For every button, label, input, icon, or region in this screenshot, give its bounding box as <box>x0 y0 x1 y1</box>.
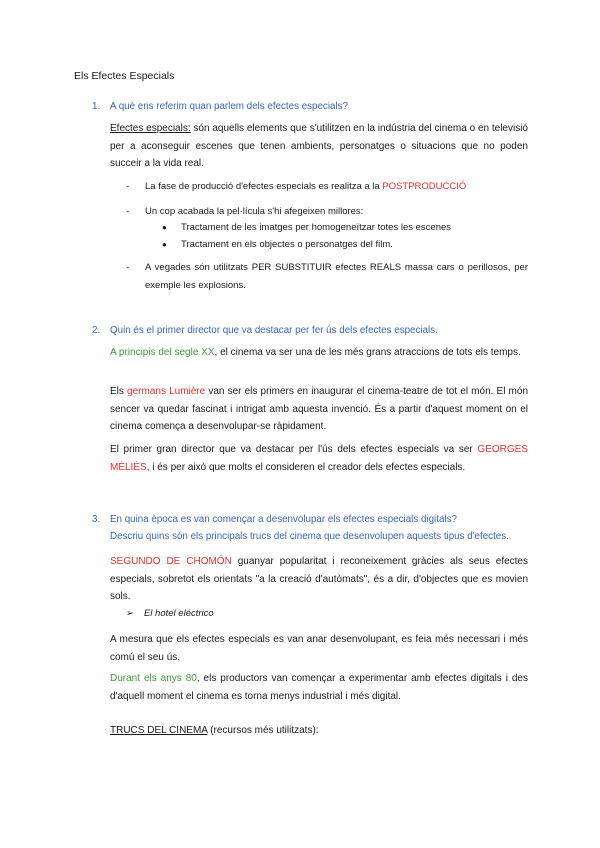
melies-highlight: GEORGES MÉLIÈS <box>110 444 528 473</box>
question-3 <box>92 514 457 525</box>
early-century-highlight: A principis del segle XX <box>110 347 215 358</box>
substitute-text: A vegades són utilitzats PER SUBSTITUIR efectes REALS massa cars o perillosos, per exemple les explosions. <box>145 262 528 291</box>
definition-term: Efectes especials: <box>110 123 191 134</box>
postproduction-text: La fase de producció d'efectes especials es realitza a la <box>145 181 383 192</box>
question-2 <box>92 325 438 336</box>
question-3-number: 3. <box>92 514 101 525</box>
tricks-heading <box>110 722 319 740</box>
paragraph-lumiere <box>110 383 528 436</box>
question-3-detail: Descriu quins són els principals trucs del cinema que desenvolupen aquests tipus d'efectes. <box>110 531 509 542</box>
postproduction-highlight: POSTPRODUCCIÓ <box>382 181 467 192</box>
eighties-highlight: Durant els anys 80 <box>110 673 197 684</box>
sub-item-images <box>162 219 522 236</box>
chomon-text: guanyar popularitat i reconeixement gràcies als seus efectes especials, sobretot els orientats "a la creació d'autòmats", és a dir, d'objectes que es movien sols. <box>110 556 528 602</box>
definition-paragraph <box>110 120 528 173</box>
question-1 <box>92 101 348 112</box>
arrow-icon: ➢ <box>126 608 134 619</box>
lumiere-highlight: germans Lumière <box>127 386 206 397</box>
sub-item-images-text: Tractament de les imatges per homogeneïtzar totes les escenes <box>181 222 452 233</box>
question-2-text: Quin és el primer director que va destacar per fer ús dels efectes especials. <box>110 325 438 336</box>
question-3-text: En quina època es van començar a desenvolupar els efectes especials digitals? <box>110 514 457 525</box>
film-title: El hotel eléctrico <box>143 608 214 619</box>
lumiere-start: Els <box>110 386 128 397</box>
bullet-marker: ● <box>162 223 167 232</box>
paragraph-eighties <box>110 670 528 705</box>
tricks-label: TRUCS DEL CINEMA <box>110 725 208 736</box>
eighties-text: , els productors van començar a experimentar amb efectes digitals i des d'aquell moment el cinema es torna menys industrial i més digital. <box>110 673 528 702</box>
paragraph-development: A mesura que els efectes especials es van anar desenvolupant, es feia més necessari i més comú el seu ús. <box>110 634 528 663</box>
paragraph-early-cinema <box>110 344 528 362</box>
film-item <box>126 605 214 622</box>
list-item-postproduction <box>126 178 526 195</box>
chomon-highlight: SEGUNDO DE CHOMÓN <box>110 556 232 567</box>
dash-marker: - <box>126 262 130 273</box>
list-item-improvements <box>126 203 526 220</box>
question-2-number: 2. <box>92 325 101 336</box>
question-1-number: 1. <box>92 101 101 112</box>
definition-text: són aquells elements que s'utilitzen en la indústria del cinema o en televisió per a aconseguir escenes que tenen ambients, personatges o situacions que no poden succeir a la vida real. <box>110 123 528 169</box>
document-title: Els Efectes Especials <box>74 70 175 82</box>
dash-marker: - <box>126 206 130 217</box>
tricks-rest: (recursos més utilitzats): <box>207 725 319 736</box>
melies-start: El primer gran director que va destacar per l'ús dels efectes especials va ser <box>110 444 478 455</box>
lumiere-text: van ser els primers en inaugurar el cinema-teatre de tot el món. El món sencer va quedar fascinat i intrigat amb aquesta invenció. És a partir d'aquest moment on el cinema comença a desenvolupar-se ràpidament. <box>110 386 529 432</box>
bullet-marker: ● <box>162 240 167 249</box>
melies-text: , i és per això que molts el consideren el creador dels efectes especials. <box>146 461 466 473</box>
dash-marker: - <box>126 181 130 192</box>
paragraph-chomon <box>110 553 528 606</box>
sub-item-objects <box>162 236 522 253</box>
paragraph-melies <box>110 441 528 476</box>
improvements-text: Un cop acabada la pel·lícula s'hi afegeixen millores: <box>145 206 364 217</box>
sub-item-objects-text: Tractament en els objectes o personatges del film. <box>181 239 393 250</box>
list-item-substitute <box>126 259 528 295</box>
question-1-text: A què ens referim quan parlem dels efectes especials? <box>110 101 348 112</box>
early-cinema-text: , el cinema va ser una de les més grans atraccions de tots els temps. <box>214 347 521 358</box>
